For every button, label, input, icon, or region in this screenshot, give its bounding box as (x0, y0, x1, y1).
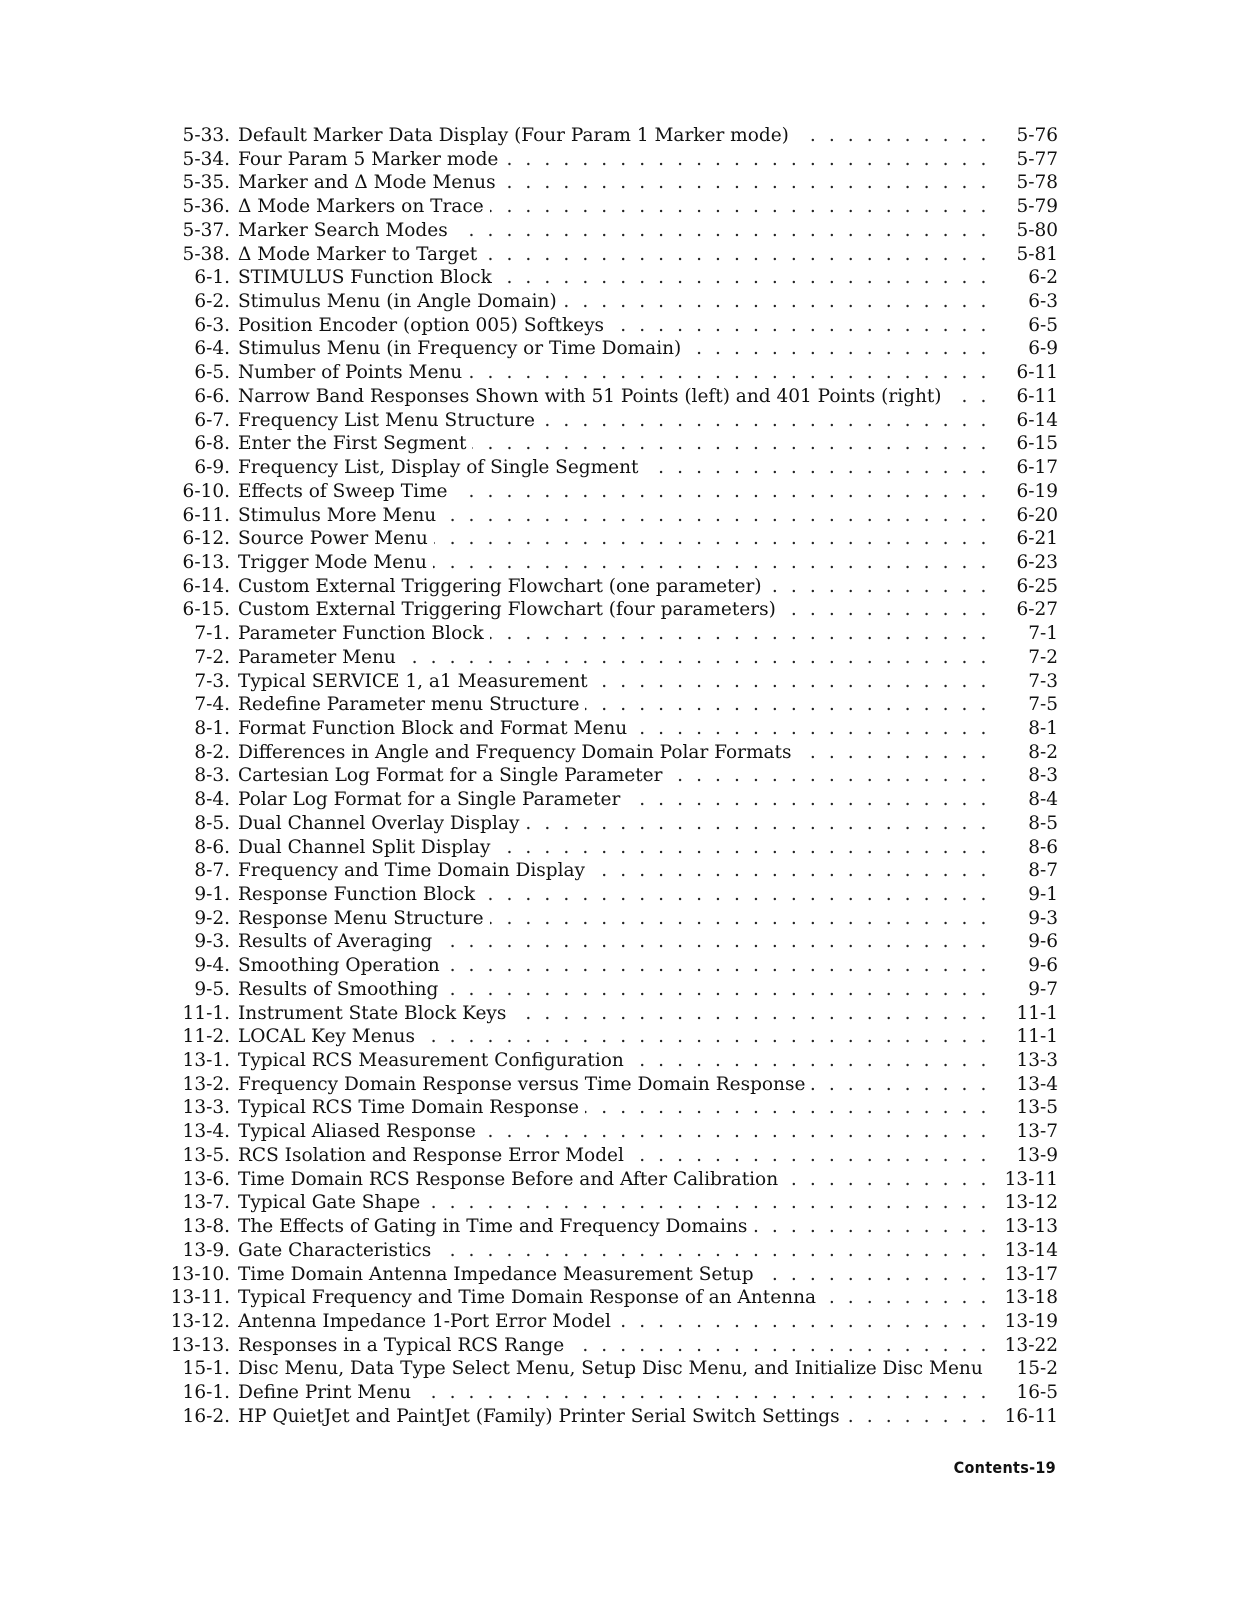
figure-number: 5-34. (182, 148, 230, 170)
toc-entry (168, 717, 1058, 741)
figure-title: Format Function Block and Format Menu (238, 718, 633, 739)
figure-number: 9-2. (194, 907, 230, 929)
page-reference: 13-13 (996, 1215, 1058, 1239)
dot-leader (238, 670, 990, 694)
toc-entry (168, 1002, 1058, 1026)
figure-title: Typical RCS Measurement Configuration (238, 1050, 630, 1071)
figure-title: Define Print Menu (238, 1382, 417, 1403)
dot-leader (238, 954, 990, 978)
figure-number: 8-3. (194, 765, 230, 787)
figure-title: Stimulus More Menu (238, 505, 442, 526)
list-of-figures (168, 124, 1058, 1429)
figure-title: Source Power Menu (238, 528, 434, 549)
dot-leader (238, 361, 990, 385)
figure-title: Redefine Parameter menu Structure (238, 694, 585, 715)
dot-leader (238, 290, 990, 314)
dot-leader (238, 1286, 990, 1310)
figure-title: The Effects of Gating in Time and Frequency Domains (238, 1216, 753, 1237)
dot-leader (238, 124, 990, 148)
toc-entry (168, 812, 1058, 836)
figure-title: Position Encoder (option 005) Softkeys (238, 315, 610, 336)
toc-entry (168, 1263, 1058, 1287)
page-reference: 11-1 (996, 1002, 1058, 1026)
page-reference: 13-22 (996, 1334, 1058, 1358)
page-reference: 6-5 (996, 314, 1058, 338)
toc-entry (168, 930, 1058, 954)
toc-entry (168, 195, 1058, 219)
dot-leader (238, 1168, 990, 1192)
page-reference: 6-20 (996, 504, 1058, 528)
page-reference: 9-3 (996, 907, 1058, 931)
page-reference: 13-14 (996, 1239, 1058, 1263)
figure-title: HP QuietJet and PaintJet (Family) Printer Serial Switch Settings (238, 1406, 846, 1427)
figure-number: 13-3. (182, 1097, 230, 1119)
page-reference: 5-77 (996, 148, 1058, 172)
toc-entry (168, 1381, 1058, 1405)
figure-title: STIMULUS Function Block (238, 267, 498, 288)
figure-title: Effects of Sweep Time (238, 481, 454, 502)
figure-title: Frequency List, Display of Single Segment (238, 457, 644, 478)
figure-number: 9-4. (194, 955, 230, 977)
dot-leader (238, 551, 990, 575)
figure-title: Differences in Angle and Frequency Domain Polar Formats (238, 742, 797, 763)
figure-number: 6-12. (182, 528, 230, 550)
dot-leader (238, 195, 990, 219)
figure-number: 11-2. (182, 1026, 230, 1048)
figure-title: Parameter Function Block (238, 623, 490, 644)
figure-title: Time Domain Antenna Impedance Measurement Setup (238, 1264, 760, 1285)
page-reference: 13-11 (996, 1168, 1058, 1192)
figure-number: 16-2. (182, 1405, 230, 1427)
dot-leader (238, 409, 990, 433)
figure-number: 13-9. (182, 1239, 230, 1261)
figure-title: Dual Channel Split Display (238, 837, 496, 858)
page-reference: 7-3 (996, 670, 1058, 694)
figure-title: Cartesian Log Format for a Single Parameter (238, 765, 668, 786)
page-number-footer: Contents-19 (953, 1458, 1056, 1477)
page-reference: 6-17 (996, 456, 1058, 480)
figure-title: Custom External Triggering Flowchart (four parameters) (238, 599, 782, 620)
figure-title: Typical Frequency and Time Domain Response of an Antenna (238, 1287, 822, 1308)
figure-number: 8-5. (194, 812, 230, 834)
page-reference: 8-4 (996, 788, 1058, 812)
page-reference: 13-7 (996, 1120, 1058, 1144)
dot-leader (238, 219, 990, 243)
page-reference: 11-1 (996, 1025, 1058, 1049)
figure-number: 8-2. (194, 741, 230, 763)
dot-leader (238, 432, 990, 456)
dot-leader (238, 1144, 990, 1168)
figure-number: 16-1. (182, 1382, 230, 1404)
figure-title: Stimulus Menu (in Angle Domain) (238, 291, 563, 312)
figure-number: 13-7. (182, 1192, 230, 1214)
toc-entry (168, 432, 1058, 456)
figure-number: 13-4. (182, 1121, 230, 1143)
figure-title: Enter the First Segment (238, 433, 472, 454)
figure-number: 5-37. (182, 219, 230, 241)
toc-entry (168, 480, 1058, 504)
page-reference: 6-2 (996, 266, 1058, 290)
figure-title: Response Function Block (238, 884, 481, 905)
page-reference: 13-12 (996, 1191, 1058, 1215)
dot-leader (238, 1049, 990, 1073)
figure-number: 5-38. (182, 243, 230, 265)
figure-number: 6-6. (194, 385, 230, 407)
figure-number: 9-3. (194, 931, 230, 953)
figure-number: 13-5. (182, 1144, 230, 1166)
toc-entry (168, 907, 1058, 931)
figure-number: 13-2. (182, 1073, 230, 1095)
dot-leader (238, 1263, 990, 1287)
page-reference: 8-2 (996, 741, 1058, 765)
page-reference: 6-14 (996, 409, 1058, 433)
toc-entry (168, 646, 1058, 670)
figure-number: 8-6. (194, 836, 230, 858)
dot-leader (238, 337, 990, 361)
dot-leader (238, 764, 990, 788)
dot-leader (238, 907, 990, 931)
figure-title: Polar Log Format for a Single Parameter (238, 789, 626, 810)
dot-leader (238, 243, 990, 267)
figure-number: 11-1. (182, 1002, 230, 1024)
figure-number: 6-5. (194, 362, 230, 384)
figure-number: 6-14. (182, 575, 230, 597)
figure-title: Results of Smoothing (238, 979, 444, 1000)
toc-entry (168, 788, 1058, 812)
page-reference: 13-19 (996, 1310, 1058, 1334)
figure-title: RCS Isolation and Response Error Model (238, 1145, 630, 1166)
page-reference: 7-2 (996, 646, 1058, 670)
dot-leader (238, 171, 990, 195)
toc-entry (168, 670, 1058, 694)
dot-leader (238, 1073, 990, 1097)
dot-leader (238, 859, 990, 883)
toc-entry (168, 314, 1058, 338)
dot-leader (238, 527, 990, 551)
figure-title: Time Domain RCS Response Before and After Calibration (238, 1169, 784, 1190)
toc-entry (168, 1310, 1058, 1334)
figure-title: Number of Points Menu (238, 362, 468, 383)
figure-number: 6-9. (194, 457, 230, 479)
dot-leader (238, 1096, 990, 1120)
page-reference: 13-5 (996, 1096, 1058, 1120)
figure-title: Marker Search Modes (238, 220, 454, 241)
figure-title: Typical SERVICE 1, a1 Measurement (238, 671, 594, 692)
toc-entry (168, 1405, 1058, 1429)
dot-leader (238, 788, 990, 812)
figure-number: 15-1. (182, 1358, 230, 1380)
toc-entry (168, 1239, 1058, 1263)
dot-leader (238, 693, 990, 717)
page-reference: 6-9 (996, 337, 1058, 361)
dot-leader (238, 1381, 990, 1405)
page-reference: 9-6 (996, 930, 1058, 954)
toc-entry (168, 1144, 1058, 1168)
page-reference: 13-3 (996, 1049, 1058, 1073)
figure-title: Four Param 5 Marker mode (238, 149, 504, 170)
toc-entry (168, 1191, 1058, 1215)
toc-entry (168, 243, 1058, 267)
toc-entry (168, 219, 1058, 243)
toc-entry (168, 693, 1058, 717)
page-reference: 6-11 (996, 361, 1058, 385)
figure-number: 6-8. (194, 433, 230, 455)
toc-entry (168, 148, 1058, 172)
dot-leader (238, 812, 990, 836)
toc-entry (168, 741, 1058, 765)
page-reference: 5-78 (996, 171, 1058, 195)
figure-title: Antenna Impedance 1-Port Error Model (238, 1311, 617, 1332)
dot-leader (238, 646, 990, 670)
dot-leader (238, 883, 990, 907)
dot-leader (238, 1334, 990, 1358)
figure-number: 6-3. (194, 314, 230, 336)
toc-entry (168, 954, 1058, 978)
dot-leader (238, 148, 990, 172)
figure-title: Disc Menu, Data Type Select Menu, Setup Disc Menu, and Initialize Disc Menu (238, 1358, 989, 1379)
figure-title: Custom External Triggering Flowchart (one parameter) (238, 576, 768, 597)
page-reference: 5-79 (996, 195, 1058, 219)
dot-leader (238, 978, 990, 1002)
page-reference: 13-18 (996, 1286, 1058, 1310)
figure-title: Parameter Menu (238, 647, 402, 668)
figure-title: LOCAL Key Menus (238, 1026, 421, 1047)
figure-number: 5-35. (182, 172, 230, 194)
dot-leader (238, 480, 990, 504)
toc-entry (168, 1096, 1058, 1120)
figure-number: 13-12. (170, 1310, 230, 1332)
page-reference: 6-21 (996, 527, 1058, 551)
page-reference: 7-5 (996, 693, 1058, 717)
figure-number: 5-33. (182, 125, 230, 146)
toc-entry (168, 124, 1058, 148)
page-reference: 16-5 (996, 1381, 1058, 1405)
toc-entry (168, 836, 1058, 860)
toc-entry (168, 978, 1058, 1002)
dot-leader (238, 1120, 990, 1144)
page-reference: 7-1 (996, 622, 1058, 646)
page-reference: 5-81 (996, 243, 1058, 267)
figure-number: 6-15. (182, 599, 230, 621)
page-reference: 6-15 (996, 432, 1058, 456)
toc-entry (168, 1334, 1058, 1358)
dot-leader (238, 1239, 990, 1263)
figure-number: 7-4. (194, 694, 230, 716)
page-reference: 8-3 (996, 764, 1058, 788)
page-reference: 13-9 (996, 1144, 1058, 1168)
figure-number: 6-4. (194, 338, 230, 360)
figure-number: 6-10. (182, 480, 230, 502)
figure-title: Frequency and Time Domain Display (238, 860, 591, 881)
figure-number: 6-13. (182, 551, 230, 573)
page-reference: 9-6 (996, 954, 1058, 978)
figure-title: Frequency Domain Response versus Time Domain Response (238, 1074, 811, 1095)
toc-entry (168, 504, 1058, 528)
dot-leader (238, 598, 990, 622)
figure-number: 8-1. (194, 717, 230, 739)
toc-entry (168, 409, 1058, 433)
toc-entry (168, 290, 1058, 314)
dot-leader (238, 1215, 990, 1239)
figure-number: 13-6. (182, 1168, 230, 1190)
figure-number: 9-5. (194, 978, 230, 1000)
figure-number: 9-1. (194, 884, 230, 905)
figure-title: Dual Channel Overlay Display (238, 813, 525, 834)
toc-entry (168, 337, 1058, 361)
dot-leader (238, 1191, 990, 1215)
page-reference: 9-7 (996, 978, 1058, 1002)
page-reference: 6-23 (996, 551, 1058, 575)
toc-entry (168, 764, 1058, 788)
page-reference: 9-1 (996, 883, 1058, 907)
page-reference: 13-4 (996, 1073, 1058, 1097)
dot-leader (238, 1405, 990, 1429)
figure-number: 8-7. (194, 860, 230, 882)
figure-number: 6-2. (194, 291, 230, 313)
page-reference: 16-11 (996, 1405, 1058, 1429)
figure-number: 13-11. (170, 1287, 230, 1309)
toc-entry (168, 171, 1058, 195)
toc-entry (168, 575, 1058, 599)
figure-number: 7-1. (194, 623, 230, 645)
page-reference: 5-76 (996, 124, 1058, 148)
dot-leader (238, 741, 990, 765)
page-reference: 13-17 (996, 1263, 1058, 1287)
figure-number: 13-1. (182, 1050, 230, 1072)
dot-leader (238, 314, 990, 338)
figure-number: 6-7. (194, 409, 230, 431)
page-reference: 6-11 (996, 385, 1058, 409)
toc-entry (168, 456, 1058, 480)
toc-entry (168, 1168, 1058, 1192)
page-reference: 6-25 (996, 575, 1058, 599)
toc-entry (168, 527, 1058, 551)
page-reference: 15-2 (996, 1357, 1058, 1381)
figure-title: Stimulus Menu (in Frequency or Time Domain) (238, 338, 687, 359)
figure-title: Gate Characteristics (238, 1240, 437, 1261)
toc-entry (168, 1286, 1058, 1310)
figure-title: Δ Mode Markers on Trace (238, 196, 490, 217)
figure-title: Instrument State Block Keys (238, 1003, 512, 1024)
figure-title: Smoothing Operation (238, 955, 446, 976)
toc-entry (168, 551, 1058, 575)
page-reference: 8-6 (996, 836, 1058, 860)
page-reference: 6-3 (996, 290, 1058, 314)
dot-leader (238, 1357, 990, 1381)
figure-title: Typical Gate Shape (238, 1192, 426, 1213)
dot-leader (238, 1025, 990, 1049)
figure-number: 13-10. (170, 1263, 230, 1285)
page-reference: 6-27 (996, 598, 1058, 622)
toc-entry (168, 1120, 1058, 1144)
page-reference: 8-5 (996, 812, 1058, 836)
toc-entry (168, 1049, 1058, 1073)
figure-title: Results of Averaging (238, 931, 438, 952)
toc-entry (168, 1215, 1058, 1239)
dot-leader (238, 622, 990, 646)
toc-entry (168, 883, 1058, 907)
toc-entry (168, 361, 1058, 385)
figure-title: Δ Mode Marker to Target (238, 244, 483, 265)
figure-title: Response Menu Structure (238, 908, 490, 929)
figure-number: 13-8. (182, 1216, 230, 1238)
dot-leader (238, 836, 990, 860)
dot-leader (238, 1002, 990, 1026)
figure-title: Frequency List Menu Structure (238, 410, 541, 431)
dot-leader (238, 1310, 990, 1334)
figure-number: 13-13. (170, 1334, 230, 1356)
figure-title: Marker and Δ Mode Menus (238, 172, 502, 193)
figure-title: Typical Aliased Response (238, 1121, 482, 1142)
dot-leader (238, 504, 990, 528)
figure-title: Default Marker Data Display (Four Param 1 Marker mode) (238, 125, 795, 146)
figure-title: Narrow Band Responses Shown with 51 Points (left) and 401 Points (right) (238, 386, 948, 407)
figure-number: 6-1. (194, 267, 230, 289)
figure-number: 7-2. (194, 646, 230, 668)
dot-leader (238, 385, 990, 409)
figure-number: 5-36. (182, 196, 230, 218)
figure-title: Typical RCS Time Domain Response (238, 1097, 585, 1118)
toc-entry (168, 598, 1058, 622)
dot-leader (238, 456, 990, 480)
page-reference: 8-1 (996, 717, 1058, 741)
toc-entry (168, 266, 1058, 290)
toc-entry (168, 1025, 1058, 1049)
toc-entry (168, 1357, 1058, 1381)
toc-entry (168, 1073, 1058, 1097)
figure-title: Responses in a Typical RCS Range (238, 1335, 570, 1356)
dot-leader (238, 266, 990, 290)
page-reference: 8-7 (996, 859, 1058, 883)
dot-leader (238, 575, 990, 599)
figure-number: 6-11. (182, 504, 230, 526)
dot-leader (238, 930, 990, 954)
page-reference: 5-80 (996, 219, 1058, 243)
toc-entry (168, 385, 1058, 409)
dot-leader (238, 717, 990, 741)
page-reference: 6-19 (996, 480, 1058, 504)
toc-entry (168, 859, 1058, 883)
figure-number: 8-4. (194, 789, 230, 811)
figure-title: Trigger Mode Menu (238, 552, 433, 573)
figure-number: 7-3. (194, 670, 230, 692)
toc-entry (168, 622, 1058, 646)
